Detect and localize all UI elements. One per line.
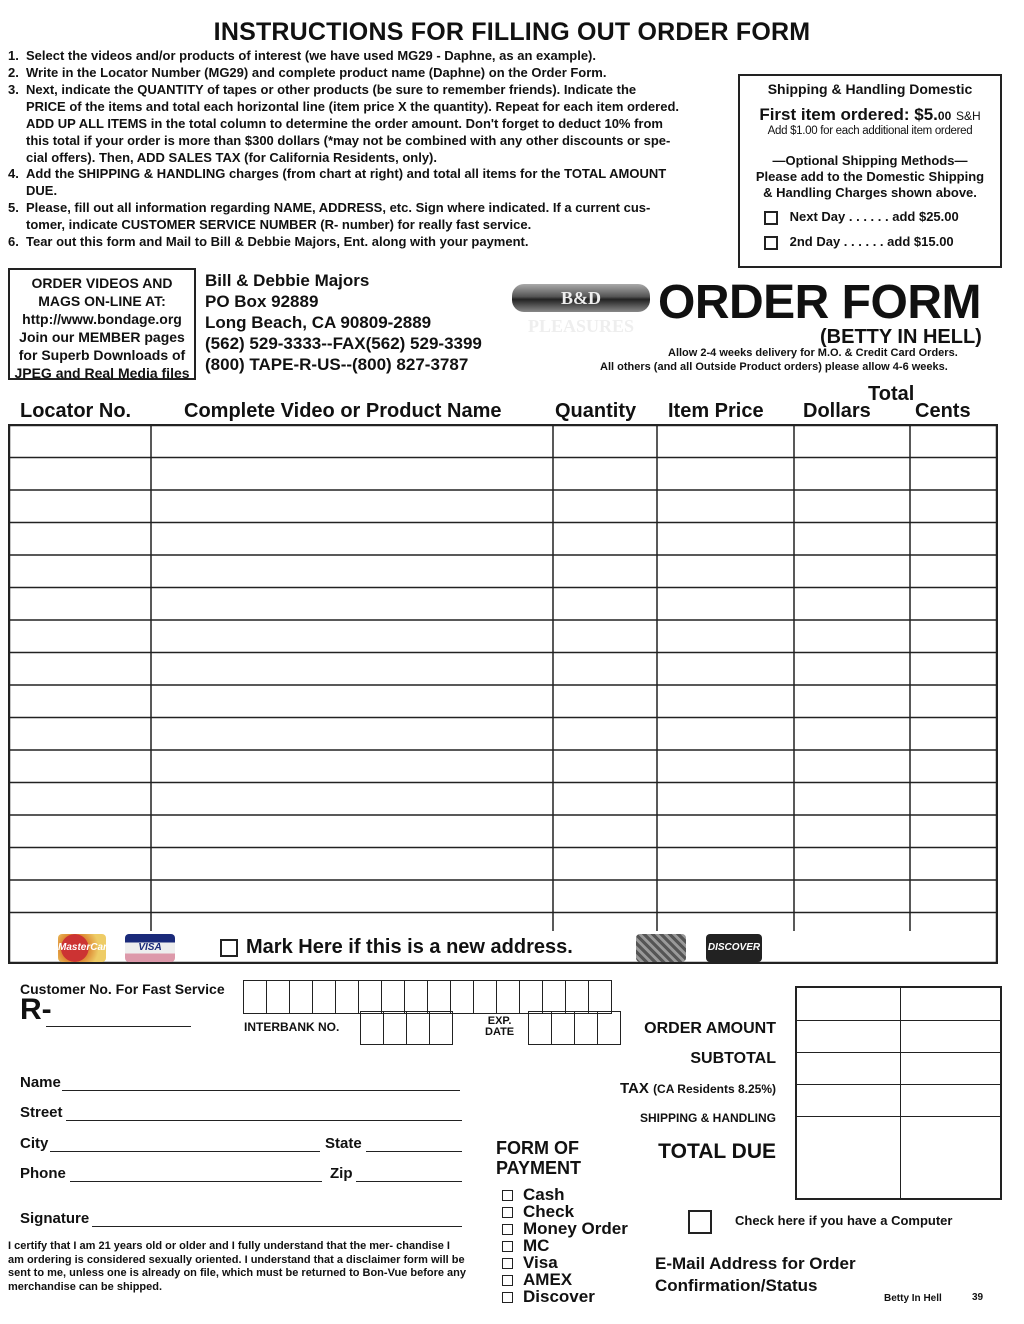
payment-money-order[interactable]: Money Order: [502, 1219, 628, 1239]
street-field[interactable]: [66, 1120, 462, 1121]
page-number: 39: [972, 1292, 984, 1303]
shipping-optional-note-2: & Handling Charges shown above.: [763, 185, 977, 200]
second-day-option[interactable]: 2nd Day . . . . . . add $15.00: [764, 234, 954, 250]
order-items-grid[interactable]: [8, 424, 998, 964]
instruction-step-5: 5. Please, fill out all information regarding NAME, ADDRESS, etc. Sign where indicated. If a current cus- tomer, indicate CUSTOMER SERVICE NUMBER (R- number) for really fast service.: [8, 200, 651, 232]
customer-r-prefix: R-: [20, 993, 52, 1026]
footer-title: Betty In Hell: [884, 1293, 942, 1304]
interbank-boxes[interactable]: [360, 1011, 453, 1045]
exp-date-label: EXP. DATE: [485, 1015, 515, 1038]
age-certification: I certify that I am 21 years old or older and I fully understand that the mer- chandise I am ordering is considered sexually oriented. I understand that a disclaimer form will be sent to me, unless one is already on file, which must be returned to Bon-Vue before any merchandise can be shipped.: [8, 1240, 467, 1293]
instruction-step-1: 1. Select the videos and/or products of interest (we have used MG29 - Daphne, as an example).: [8, 48, 596, 63]
column-total: Total: [868, 383, 915, 405]
instruction-step-3: 3. Next, indicate the QUANTITY of tapes or other products (be sure to remember friends). Indicate the PRICE of the items and total each horizontal line (item price X the quantity). Repeat for each item ordered. ADD UP ALL ITEMS in the total column to determine the order amount. Don't forget to deduct 10% from this total if your order is more than $300 dollars (*may not be combined with any other discounts or spe- cial offers). Then, ADD SALES TAX (for California Residents, only).: [8, 82, 680, 165]
phone-label: Phone: [20, 1165, 66, 1182]
totals-box[interactable]: [795, 986, 1002, 1200]
amex-logo: [636, 934, 686, 962]
computer-checkbox[interactable]: [688, 1210, 712, 1234]
payment-visa[interactable]: Visa: [502, 1253, 558, 1273]
zip-label: Zip: [330, 1165, 353, 1182]
bd-pleasures-logo: B&D PLEASURES: [512, 284, 650, 312]
payment-title: FORM OF PAYMENT: [496, 1138, 582, 1178]
zip-field[interactable]: [356, 1181, 462, 1182]
payment-cash[interactable]: Cash: [502, 1185, 565, 1205]
online-order-box: ORDER VIDEOS AND MAGS ON-LINE AT: http://www.bondage.org Join our MEMBER pages for Superb Downloads of JPEG and Real Media files: [8, 268, 196, 380]
new-address-checkbox[interactable]: [220, 939, 238, 957]
delivery-note-2: All others (and all Outside Product orders) please allow 4-6 weeks.: [600, 361, 948, 373]
payment-discover[interactable]: Discover: [502, 1287, 595, 1307]
new-address-option[interactable]: Mark Here if this is a new address.: [220, 936, 573, 959]
delivery-note-1: Allow 2-4 weeks delivery for M.O. & Credit Card Orders.: [668, 347, 958, 359]
shipping-additional: Add $1.00 for each additional item ordered: [767, 125, 973, 137]
card-number-boxes[interactable]: [243, 980, 612, 1014]
exp-date-boxes[interactable]: [528, 1011, 621, 1045]
order-form-title: ORDER FORM: [658, 276, 981, 329]
second-day-checkbox[interactable]: [764, 236, 778, 250]
shipping-first-item: First item ordered: $5.00 S&H: [759, 105, 981, 124]
payment-amex[interactable]: AMEX: [502, 1270, 572, 1290]
state-field[interactable]: [366, 1151, 462, 1152]
instruction-step-4: 4. Add the SHIPPING & HANDLING charges (from chart at right) and total all items for the TOTAL AMOUNT DUE.: [8, 166, 667, 198]
signature-field[interactable]: [92, 1226, 462, 1227]
tax-label: TAX (CA Residents 8.25%): [620, 1080, 776, 1097]
subtotal-label: SUBTOTAL: [690, 1050, 776, 1067]
shipping-title: Shipping & Handling Domestic: [767, 81, 973, 97]
total-due-label: TOTAL DUE: [658, 1140, 776, 1163]
signature-label: Signature: [20, 1210, 90, 1227]
state-label: State: [325, 1135, 362, 1152]
order-amount-label: ORDER AMOUNT: [644, 1020, 776, 1037]
shipping-optional-note-1: Please add to the Domestic Shipping: [755, 169, 985, 184]
next-day-option[interactable]: Next Day . . . . . . add $25.00: [764, 209, 959, 225]
column-item-price: Item Price: [668, 400, 764, 422]
shipping-handling-box: [738, 74, 1002, 268]
next-day-checkbox[interactable]: [764, 211, 778, 225]
column-product-name: Complete Video or Product Name: [184, 400, 502, 422]
company-address: Bill & Debbie Majors PO Box 92889 Long Beach, CA 90809-2889 (562) 529-3333--FAX(562) 529-3399 (800) TAPE-R-US--(800) 827-3787: [205, 271, 482, 374]
phone-field[interactable]: [70, 1181, 322, 1182]
column-cents: Cents: [915, 400, 971, 422]
column-quantity: Quantity: [555, 400, 637, 422]
payment-mc[interactable]: MC: [502, 1236, 549, 1256]
name-field[interactable]: [62, 1090, 460, 1091]
order-form-subtitle: (BETTY IN HELL): [820, 326, 982, 348]
instruction-step-2: 2. Write in the Locator Number (MG29) and complete product name (Daphne) on the Order Form.: [8, 65, 607, 80]
interbank-label: INTERBANK NO.: [244, 1020, 340, 1034]
name-label: Name: [20, 1074, 61, 1091]
instruction-step-6: 6. Tear out this form and Mail to Bill & Debbie Majors, Ent. along with your payment.: [8, 234, 529, 249]
column-dollars: Dollars: [803, 400, 871, 422]
column-locator: Locator No.: [20, 400, 132, 422]
instructions-title: INSTRUCTIONS FOR FILLING OUT ORDER FORM: [213, 18, 811, 46]
customer-number-label: Customer No. For Fast Service: [20, 981, 225, 997]
mastercard-logo: MasterCard: [58, 934, 106, 962]
payment-check[interactable]: Check: [502, 1202, 574, 1222]
street-label: Street: [20, 1104, 63, 1121]
shipping-handling-label: SHIPPING & HANDLING: [639, 1111, 776, 1125]
city-field[interactable]: [50, 1151, 320, 1152]
shipping-optional-title: —Optional Shipping Methods—: [772, 153, 968, 168]
email-label: E-Mail Address for Order Confirmation/Status: [655, 1254, 856, 1295]
visa-logo: VISA: [125, 934, 175, 962]
discover-logo: DISCOVER: [706, 934, 762, 962]
customer-number-field[interactable]: [46, 1026, 191, 1027]
city-label: City: [20, 1135, 49, 1152]
computer-check-label: Check here if you have a Computer: [735, 1213, 953, 1228]
